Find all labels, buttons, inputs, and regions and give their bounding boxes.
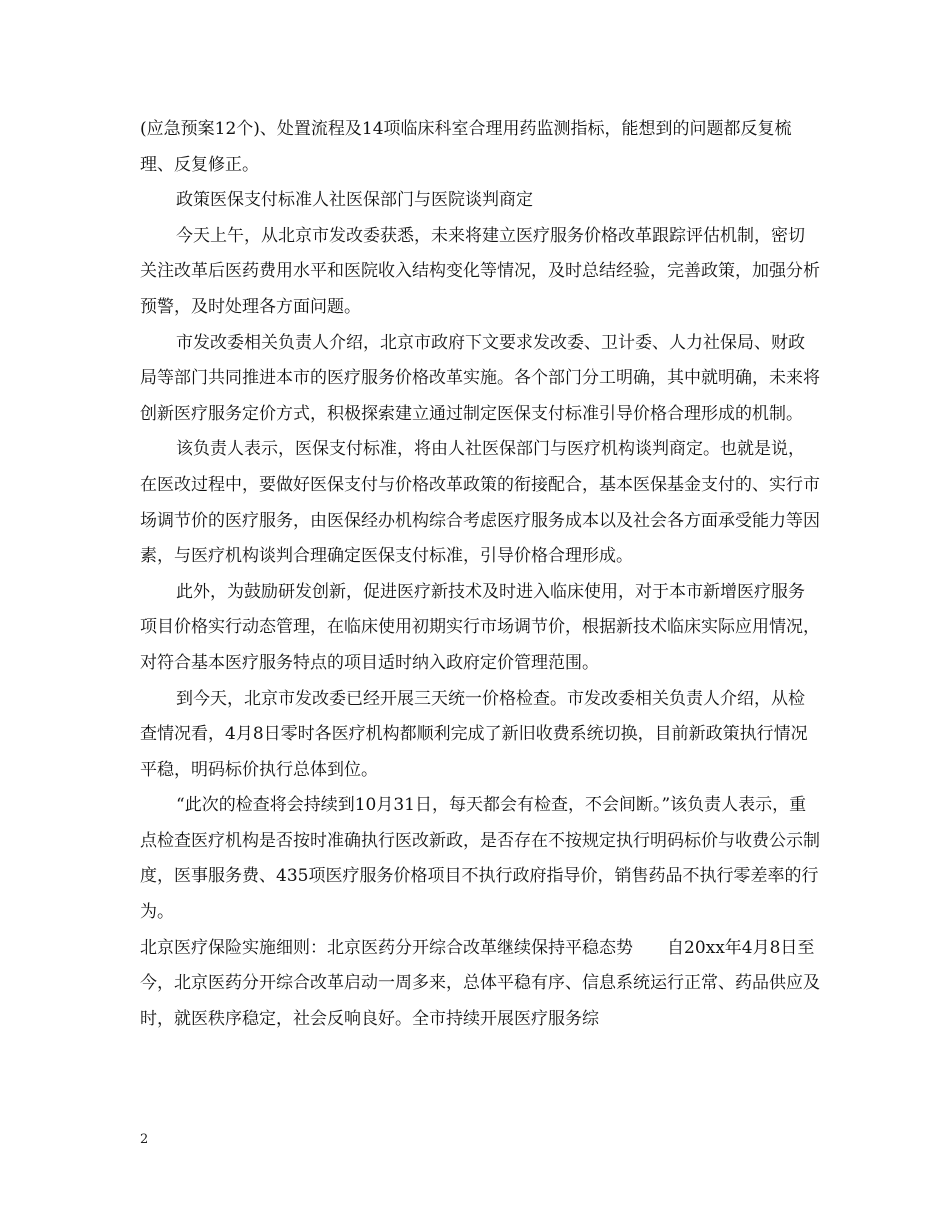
paragraph-7: 到今天，北京市发改委已经开展三天统一价格检查。市发改委相关负责人介绍，从检查情况看，4月8日零时各医疗机构都顺利完成了新旧收费系统切换，目前新政策执行情况平稳，明码标价执行总体到位。 bbox=[140, 688, 808, 780]
paragraph-5: 该负责人表示，医保支付标准，将由人社医保部门与医疗机构谈判商定。也就是说，在医改过程中，要做好医保支付与价格改革政策的衔接配合，基本医保基金支付的、实行市场调节价的医疗服务，由医保经办机构综合考虑医疗服务成本以及社会各方面承受能力等因素，与医疗机构谈判合理确定医保支付标准，引导价格合理形成。 bbox=[140, 439, 820, 567]
paragraph-1: (应急预案12个)、处置流程及14项临床科室合理用药监测指标，能想到的问题都反复梳理、反复修正。 bbox=[140, 119, 792, 175]
paragraph-8: “此次的检查将会持续到10月31日，每天都会有检查，不会间断。”该负责人表示，重点检查医疗机构是否按时准确执行医改新政，是否存在不按规定执行明码标价与收费公示制度，医事服务费、435项医疗服务价格项目不执行政府指导价，销售药品不执行零差率的行为。 bbox=[140, 795, 820, 923]
paragraph-6: 此外，为鼓励研发创新，促进医疗新技术及时进入临床使用，对于本市新增医疗服务项目价格实行动态管理，在临床使用初期实行市场调节价，根据新技术临床实际应用情况，对符合基本医疗服务特点的项目适时纳入政府定价管理范围。 bbox=[140, 581, 820, 673]
page-number: 2 bbox=[140, 1132, 149, 1147]
paragraph-3: 今天上午，从北京市发改委获悉，未来将建立医疗服务价格改革跟踪评估机制，密切关注改革后医药费用水平和医院收入结构变化等情况，及时总结经验，完善政策，加强分析预警，及时处理各方面问题。 bbox=[140, 225, 820, 317]
paragraph-4: 市发改委相关负责人介绍，北京市政府下文要求发改委、卫计委、人力社保局、财政局等部门共同推进本市的医疗服务价格改革实施。各个部门分工明确，其中就明确，未来将创新医疗服务定价方式，积极探索建立通过制定医保支付标准引导价格合理形成的机制。 bbox=[140, 332, 820, 424]
paragraph-9: 北京医疗保险实施细则：北京医药分开综合改革继续保持平稳态势 自20xx年4月8日至今，北京医药分开综合改革启动一周多来，总体平稳有序、信息系统运行正常、药品供应及时，就医秩序稳定，社会反响良好。全市持续开展医疗服务综 bbox=[140, 937, 820, 1029]
paragraph-heading: 政策医保支付标准人社医保部门与医院谈判商定 bbox=[176, 190, 533, 211]
document-body bbox=[140, 112, 820, 1037]
